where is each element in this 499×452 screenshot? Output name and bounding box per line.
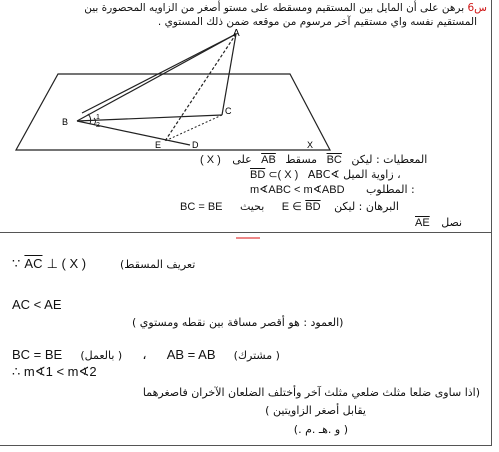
comma-separator: ، — [142, 348, 147, 363]
perp-plane: ⊥ ( X ) — [46, 256, 87, 271]
reason-2: (العمود : هو أقصر مسافة بين نقطه ومستوي ) — [132, 316, 344, 329]
subset-plane: ⊂( X ) — [265, 169, 299, 181]
common-side: (مشترك ) — [233, 349, 280, 362]
qed-mark: ( و .هـ .م .) — [293, 423, 348, 436]
plane-x-text: ( X ) — [200, 154, 221, 166]
because-symbol: ∵ — [12, 256, 21, 271]
proof-step-3 — [12, 347, 280, 363]
proof-step-2: AC < AE — [12, 297, 62, 312]
section-divider — [0, 232, 492, 233]
e-in: E ∈ — [281, 201, 302, 213]
givens-label: المعطيات : ليكن — [351, 153, 428, 166]
givens-row-3 — [250, 183, 415, 196]
by-construction: (بالعمل ) — [80, 349, 123, 362]
bc-line: $\overline{BC}$ — [326, 154, 342, 166]
label-b: B — [62, 117, 69, 127]
plane-x — [16, 74, 330, 150]
ae-line: $\overline{AE}$ — [415, 217, 430, 229]
required-label: المطلوب : — [366, 183, 415, 196]
bc-equals-be-2: BC = BE — [12, 347, 63, 362]
such-that-word: بحيث — [240, 200, 265, 213]
proof-step-1 — [12, 256, 86, 272]
angle-arc-2 — [88, 114, 91, 124]
question-number: س6 — [467, 2, 487, 14]
ab-equals-ab: AB = AB — [166, 347, 216, 362]
on-word: على — [232, 153, 252, 166]
givens-row-5 — [415, 216, 462, 229]
reason-5-line-1: (اذا ساوى ضلعا مثلث ضلعي مثلث آخر وأختلف الضلعان الآخران فاصغرهما — [142, 386, 480, 399]
bd-line: $\overline{BD}$ — [250, 169, 266, 181]
connect-word: نصل — [441, 216, 463, 229]
segment-ae — [165, 34, 236, 141]
bc-equals-be: BC = BE — [180, 201, 223, 213]
proof-label: البرهان : ليكن — [334, 200, 399, 213]
reason-5-line-2: يقابل أصغر الزاويتين ) — [265, 404, 366, 417]
givens-row-2 — [250, 168, 401, 181]
label-angle-1: 1 — [96, 114, 100, 121]
question-line-2: المستقيم نفسه واي مستقيم آخر مرسوم من موقعه ضمن ذلك المستوي . — [157, 16, 477, 28]
proof-step-4: ∴ m∢1 < m∢2 — [12, 364, 97, 379]
givens-row-1 — [200, 153, 427, 166]
label-angle-2: 2 — [96, 122, 100, 129]
segment-ba — [77, 34, 236, 121]
label-e: E — [155, 140, 162, 150]
ab-line: $\overline{AB}$ — [261, 154, 276, 166]
label-a: A — [233, 28, 240, 39]
inclination-angle-text: ABC∢ زاوية الميل ، — [307, 168, 401, 181]
projection-word: مسقط — [285, 153, 318, 166]
label-x: X — [307, 140, 314, 150]
label-c: C — [225, 106, 232, 116]
reason-1: (تعريف المسقط — [120, 258, 196, 271]
bd-line-2: $\overline{BD}$ — [305, 201, 321, 213]
required-inequality: m∢ABC < m∢ABD — [250, 184, 345, 196]
label-d: D — [192, 140, 199, 150]
geometry-figure — [0, 28, 499, 156]
bottom-border-line — [0, 445, 492, 446]
question-text-1: برهن على أن المايل بين المستقيم ومسقطه على مستو أصغر من الزاويه المحصورة بين — [84, 2, 465, 14]
red-mark — [236, 237, 260, 239]
ac-line: $\overline{AC}$ — [24, 256, 43, 271]
question-line-1 — [17, 2, 487, 14]
givens-row-4 — [180, 200, 399, 213]
